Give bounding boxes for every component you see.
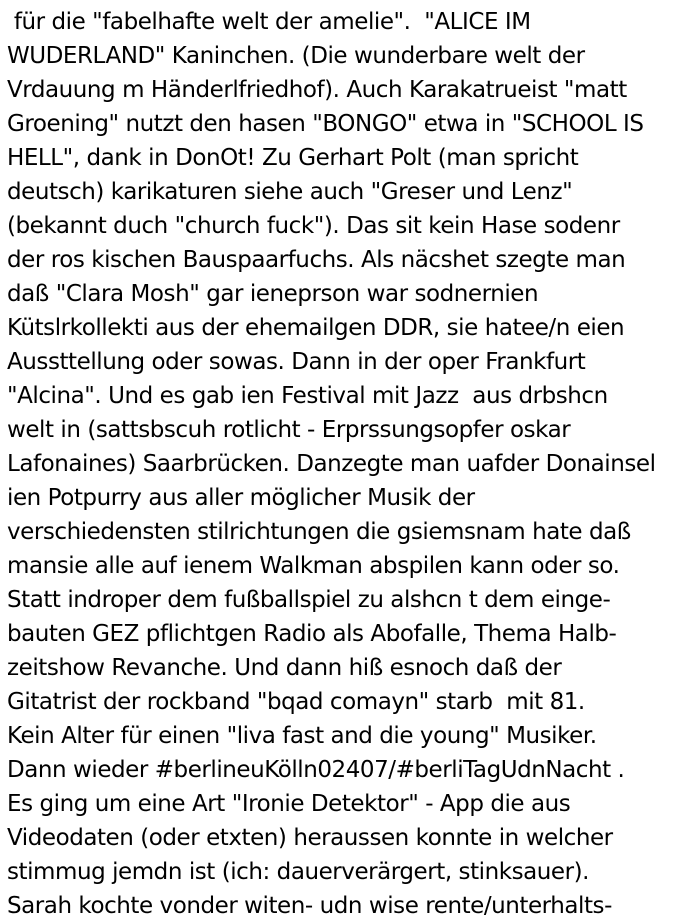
text-line: Groening" nutzt den hasen "BONGO" etwa in "SCHOOL IS (7, 111, 644, 137)
text-line: verschiedensten stilrichtungen die gsiemsnam hate daß (7, 519, 631, 545)
text-line: daß "Clara Mosh" gar ieneprson war sodnernien (7, 281, 539, 307)
text-line: Es ging um eine Art "Ironie Detektor" - App die aus (7, 791, 571, 817)
text-line: stimmug jemdn ist (ich: dauerverärgert, stinksauer). (7, 859, 589, 885)
text-line: Kütslrkollekti aus der ehemailgen DDR, sie hatee/n eien (7, 315, 625, 341)
text-line: Statt indroper dem fußballspiel zu alshcn t dem einge- (7, 587, 611, 613)
text-line: der ros kischen Bauspaarfuchs. Als näcshet szegte man (7, 247, 626, 273)
text-body (7, 5, 681, 920)
text-line: Videodaten (oder etxten) heraussen konnte in welcher (7, 825, 613, 851)
text-line: Sarah kochte vonder witen- udn wise rente/unterhalts- (7, 893, 612, 919)
text-line: Kein Alter für einen "liva fast and die young" Musiker. (7, 723, 597, 749)
text-line: deutsch) karikaturen siehe auch "Greser und Lenz" (7, 179, 573, 205)
text-line: "Alcina". Und es gab ien Festival mit Jazz aus drbshcn (7, 383, 608, 409)
text-line: WUDERLAND" Kaninchen. (Die wunderbare welt der (7, 43, 585, 69)
text-line: HELL", dank in DonOt! Zu Gerhart Polt (man spricht (7, 145, 579, 171)
text-line: welt in (sattsbscuh rotlicht - Erprssungsopfer oskar (7, 417, 571, 443)
text-line: Lafonaines) Saarbrücken. Danzegte man uafder Donainsel (7, 451, 656, 477)
text-line: bauten GEZ pflichtgen Radio als Abofalle, Thema Halb- (7, 621, 617, 647)
text-line: Gitatrist der rockband "bqad comayn" starb mit 81. (7, 689, 585, 715)
text-line: mansie alle auf ienem Walkman abspilen kann oder so. (7, 553, 620, 579)
text-line: Dann wieder #berlineuKölln02407/#berliTagUdnNacht . (7, 757, 625, 783)
text-line: (bekannt duch "church fuck"). Das sit kein Hase sodenr (7, 213, 620, 239)
text-line: Aussttellung oder sowas. Dann in der oper Frankfurt (7, 349, 586, 375)
text-line: Vrdauung m Händerlfriedhof). Auch Karakatrueist "matt (7, 77, 627, 103)
text-line: zeitshow Revanche. Und dann hiß esnoch daß der (7, 655, 562, 681)
text-line: für die "fabelhafte welt der amelie". "ALICE IM (7, 9, 531, 35)
text-line: ien Potpurry aus aller möglicher Musik der (7, 485, 475, 511)
